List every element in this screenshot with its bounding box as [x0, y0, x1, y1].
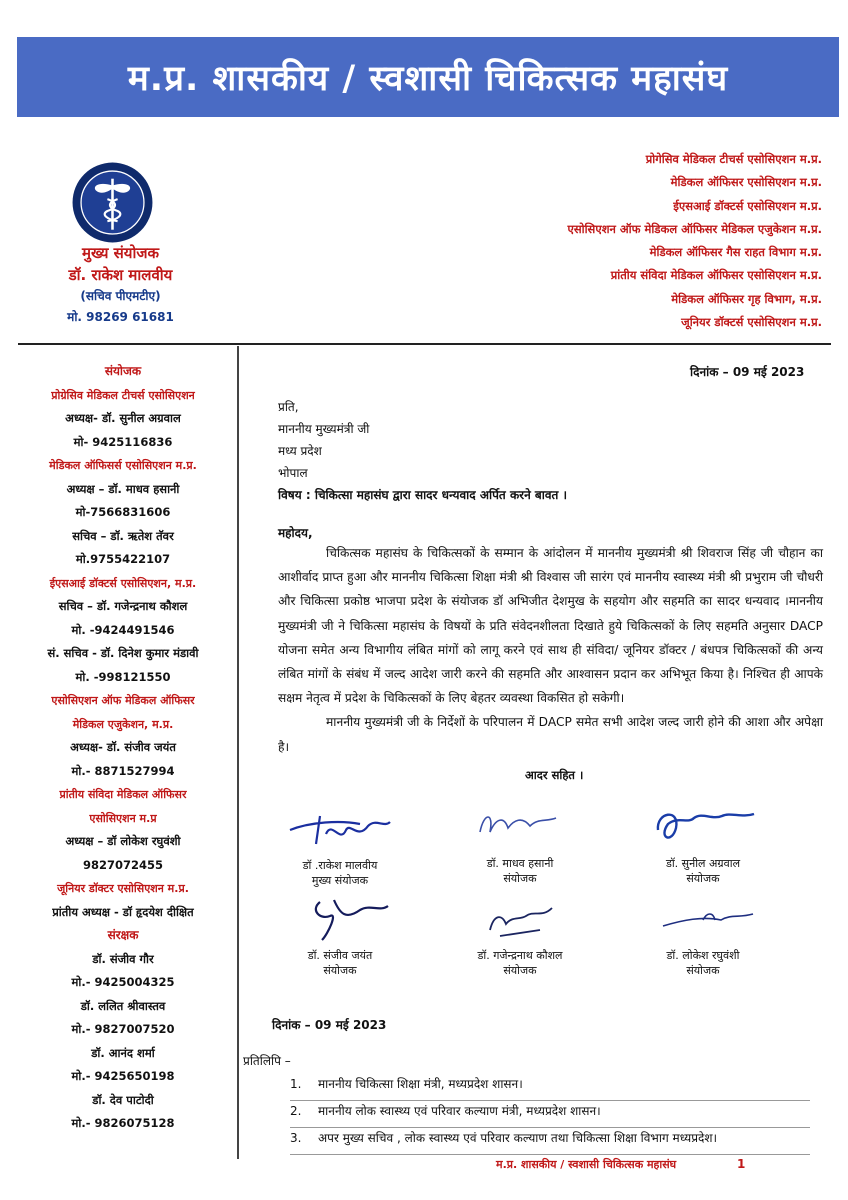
to-line-2: मध्य प्रदेश: [278, 444, 322, 458]
association-item: मेडिकल ऑफिसर गृह विभाग, म.प्र.: [671, 291, 822, 306]
sidebar-entry: अध्यक्ष- डॉ. संजीव जयंत: [70, 740, 176, 754]
convener-name: डॉ. राकेश मालवीय: [68, 266, 173, 284]
sidebar-entry: अध्यक्ष – डॉ. माधव हसानी: [66, 481, 180, 496]
signature-mark: [460, 890, 580, 946]
sidebar-divider: [237, 346, 239, 1159]
sidebar-entry: डॉ. आनंद शर्मा: [91, 1045, 155, 1060]
salutation: महोदय,: [278, 526, 313, 540]
cc-item: 3. अपर मुख्य सचिव , लोक स्वास्थ्य एवं परिवार कल्याण तथा चिकित्सा शिक्षा विभाग मध्यप्रदेश।: [290, 1128, 810, 1155]
association-item: एसोसिएशन ऑफ मेडिकल ऑफिसर मेडिकल एजुकेशन म.प्र.: [567, 221, 822, 236]
sidebar-entry: मो.- 9425004325: [71, 975, 175, 989]
sidebar-entry: मो.- 8871527994: [71, 763, 175, 778]
to-line-3: भोपाल: [278, 466, 308, 480]
sidebar-entry: मो- 9425116836: [73, 434, 173, 449]
sidebar-org: प्रोग्रेसिव मेडिकल टीचर्स एसोसिएशन: [51, 388, 195, 402]
sidebar-entry: प्रांतीय अध्यक्ष - डॉ हृदयेश दीक्षित: [52, 904, 194, 919]
sidebar-org: ईएसआई डॉक्टर्स एसोसिएशन, म.प्र.: [49, 576, 197, 590]
sidebar-entry: डॉ. संजीव गौर: [92, 951, 154, 966]
sidebar-org: प्रांतीय संविदा मेडिकल ऑफिसर: [59, 788, 187, 801]
caduceus-logo: [70, 160, 155, 245]
sidebar-entry: मो.- 9827007520: [71, 1022, 175, 1036]
cc-list: [290, 1074, 810, 1155]
sidebar-entry: डॉ. ललित श्रीवास्तव: [80, 998, 166, 1013]
sidebar-entry: सचिव – डॉ. ऋतेश तॅवर: [72, 528, 174, 543]
association-item: मेडिकल ऑफिसर एसोसिएशन म.प्र.: [670, 175, 822, 190]
sidebar-org: एसोसिएशन ऑफ मेडिकल ऑफिसर: [51, 694, 195, 707]
signature-block: डॉ .राकेश मालवीय मुख्य संयोजक: [265, 800, 415, 888]
cc-item: 1. माननीय चिकित्सा शिक्षा मंत्री, मध्यप्रदेश शासन।: [290, 1074, 810, 1101]
signature-mark: [460, 798, 580, 854]
letter-date: दिनांक – 09 मई 2023: [690, 365, 805, 379]
cc-label: प्रतिलिपि –: [243, 1054, 291, 1068]
association-item: जूनियर डॉक्टर्स एसोसिएशन म.प्र.: [681, 315, 822, 330]
sidebar-entry: मो.9755422107: [75, 552, 171, 566]
sidebar-heading: संरक्षक: [107, 928, 139, 942]
signature-block: डॉ. लोकेश रघुवंशी संयोजक: [628, 890, 778, 978]
convener-block: [18, 243, 223, 325]
closing: आदर सहित ।: [525, 768, 584, 782]
to-line-1: माननीय मुख्यमंत्री जी: [278, 422, 370, 436]
sidebar-entry: मो.- 9425650198: [71, 1069, 175, 1083]
signature-mark: [638, 798, 768, 854]
sidebar-entry: मो. -998121550: [75, 669, 171, 684]
banner-title: म.प्र. शासकीय / स्वशासी चिकित्सक महासंघ: [127, 58, 729, 99]
sidebar-entry: अध्यक्ष – डॉ लोकेश रघुवंशी: [65, 834, 181, 848]
signature-block: डॉ. गजेन्द्रनाथ कौशल संयोजक: [445, 890, 595, 978]
sidebar-entry: सचिव – डॉ. गजेन्द्रनाथ कौशल: [58, 599, 188, 613]
sidebar-entry: मो-7566831606: [75, 505, 171, 519]
header-banner: [17, 37, 839, 117]
signature-block: डॉ. माधव हसानी संयोजक: [445, 798, 595, 886]
letter-subject: विषय : चिकित्सा महासंघ द्वारा सादर धन्यवाद अर्पित करने बावत ।: [278, 488, 568, 502]
sidebar-heading: संयोजक: [104, 364, 142, 378]
signature-mark: [280, 800, 400, 856]
page-number: 1: [737, 1157, 746, 1171]
sidebar-entry: सं. सचिव - डॉ. दिनेश कुमार मंडावी: [47, 646, 199, 660]
association-item: ईएसआई डॉक्टर्स एसोसिएशन म.प्र.: [673, 198, 822, 213]
sidebar: [18, 360, 228, 1136]
sidebar-org: जूनियर डॉक्टर एसोसिएशन म.प्र.: [57, 882, 189, 895]
sidebar-entry: अध्यक्ष- डॉ. सुनील अग्रवाल: [65, 411, 181, 425]
cc-item: 2. माननीय लोक स्वास्थ्य एवं परिवार कल्याण मंत्री, मध्यप्रदेश शासन।: [290, 1101, 810, 1128]
sidebar-org: मेडिकल ऑफिसर्स एसोसिएशन म.प्र.: [49, 459, 197, 472]
signature-mark: [280, 890, 400, 946]
header-divider: [18, 343, 831, 345]
convener-mobile: मो. 98269 61681: [67, 310, 174, 324]
signature-block: डॉ. सुनील अग्रवाल संयोजक: [628, 798, 778, 886]
sidebar-entry: डॉ. देव पाटोदी: [92, 1092, 154, 1107]
association-item: प्रांतीय संविदा मेडिकल ऑफिसर एसोसिएशन म.प्र.: [610, 268, 822, 283]
association-list: [567, 148, 822, 334]
body-paragraph-2: माननीय मुख्यमंत्री जी के निर्देशों के परिपालन में DACP समेत सभी आदेश जल्द जारी होने की आशा और अपेक्षा है।: [278, 715, 823, 754]
body-paragraph-1: चिकित्सक महासंघ के चिकित्सकों के सम्मान के आंदोलन में माननीय मुख्यमंत्री श्री शिवराज सिंह जी चौहान का आशीर्वाद प्राप्त हुआ और माननीय चिकित्सा शिक्षा मंत्री श्री विश्वास जी सारंग एवं माननीय स्वास्थ्य मंत्री श्री प्रभुराम जी चौधरी और चिकित्सा प्रकोष्ठ भाजपा प्रदेश के संयोजक डॉ अभिजीत देशमुख के सहयोग और सहमति का सादर धन्यवाद ।माननीय मुख्यमंत्री जी ने चिकित्सा महासंघ के विषयों के प्रति संवेदनशीलता दिखाते हुये चिकित्सकों के लिए सहमति अनुसार DACP योजना समेत अन्य विभागीय लंबित मांगों को लागू करने एवं साथ ही संविदा/ जूनियर डॉक्टर / बंधपत्र चिकित्सकों की अन्य लंबित मांगों के संबंध में जल्द आदेश जारी करने की सहमति और आश्वासन प्रदान कर अभिभूत किया है। निश्चित ही आपके सक्षम नेतृत्व में प्रदेश के चिकित्सकों के लिए बेहतर व्यवस्था विकसित हो सकेगी।: [278, 546, 823, 706]
sidebar-org: एसोसिएशन म.प्र: [89, 811, 157, 825]
footer-text: म.प्र. शासकीय / स्वशासी चिकित्सक महासंघ: [496, 1158, 677, 1171]
sidebar-entry: मो.- 9826075128: [71, 1116, 175, 1130]
sidebar-entry: 9827072455: [82, 857, 164, 872]
sidebar-entry: मो. -9424491546: [71, 622, 175, 637]
signature-block: डॉ. संजीव जयंत संयोजक: [265, 890, 415, 978]
convener-designation: (सचिव पीएमटीए): [80, 289, 161, 303]
signature-mark: [643, 890, 763, 946]
cc-date: दिनांक – 09 मई 2023: [272, 1018, 387, 1032]
sidebar-org: मेडिकल एजुकेशन, म.प्र.: [72, 717, 174, 731]
association-item: मेडिकल ऑफिसर गैस राहत विभाग म.प्र.: [649, 245, 822, 260]
association-item: प्रोगेसिव मेडिकल टीचर्स एसोसिएशन म.प्र.: [645, 152, 822, 166]
letter-body: [278, 541, 823, 759]
to-label: प्रति,: [278, 400, 299, 414]
convener-role: मुख्य संयोजक: [81, 244, 160, 262]
